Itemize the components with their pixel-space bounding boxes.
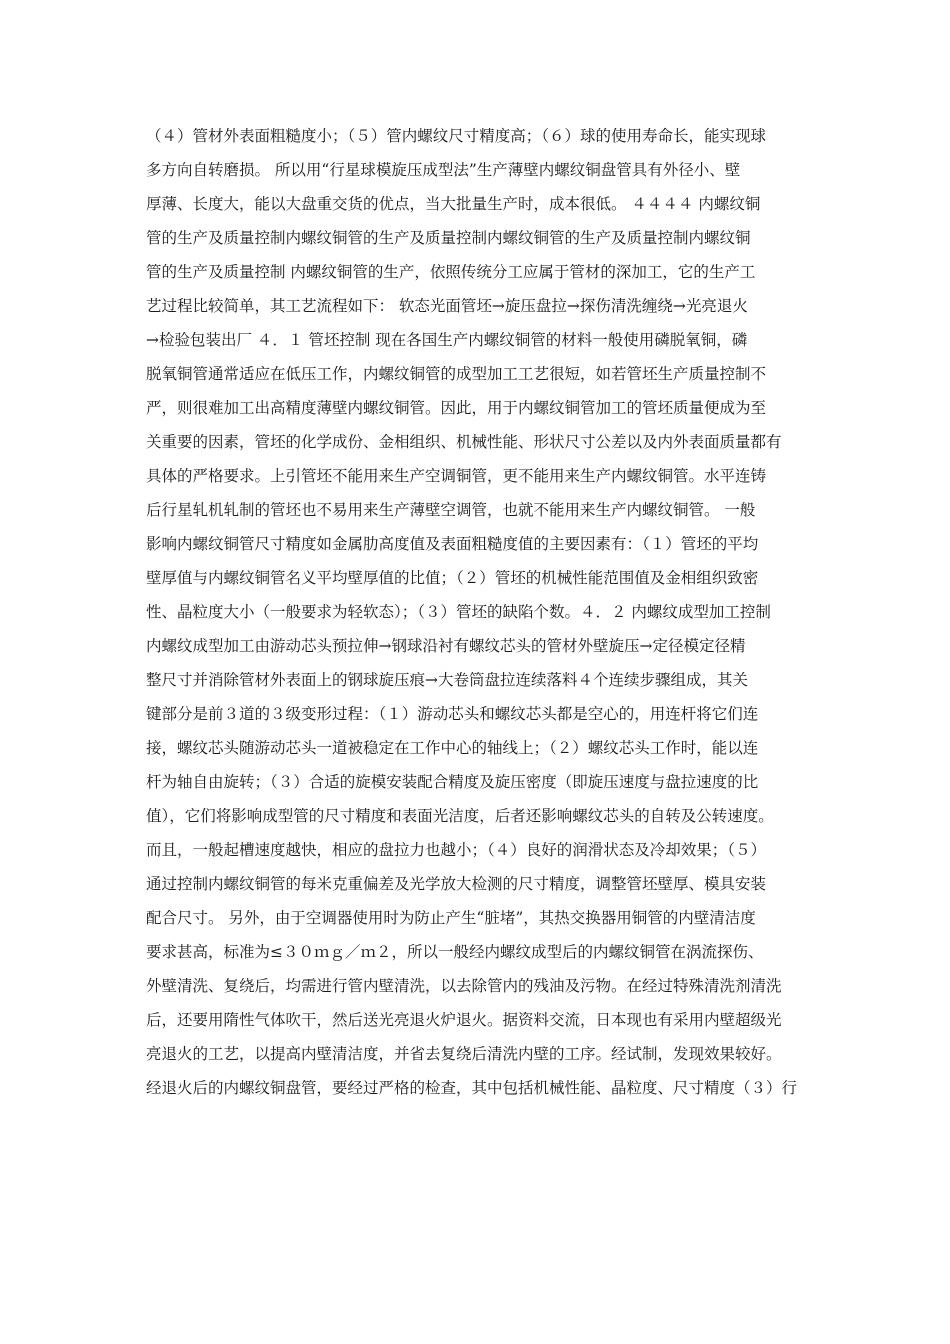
text-line: 脱氧铜管通常适应在低压工作，内螺纹铜管的成型加工工艺很短，如若管坯生产质量控制不 [146,365,767,383]
text-line: 内螺纹成型加工由游动芯头预拉伸→钢球沿衬有螺纹芯头的管材外壁旋压→定径模定径精 [146,637,746,655]
text-line: 性、晶粒度大小（一般要求为轻软态）；（３）管坯的缺陷个数。４．２ 内螺纹成型加工控制 [146,603,771,621]
text-line: 亮退火的工艺，以提高内壁清洁度，并省去复绕后清洗内壁的工序。经试制，发现效果较好。 [146,1045,782,1063]
text-line: 通过控制内螺纹铜管的每米克重偏差及光学放大检测的尺寸精度，调整管坯壁厚、模具安装 [146,875,767,893]
text-line: 配合尺寸。 另外，由于空调器使用时为防止产生“脏堵”，其热交换器用铜管的内壁清洁度 [146,909,756,927]
text-line: 后，还要用隋性气体吹干，然后送光亮退火炉退火。据资料交流，日本现也有采用内壁超级光 [146,1011,782,1029]
text-line: 管的生产及质量控制内螺纹铜管的生产及质量控制内螺纹铜管的生产及质量控制内螺纹铜 [146,229,751,247]
text-line: 多方向自转磨损。 所以用“行星球模旋压成型法”生产薄壁内螺纹铜盘管具有外径小、壁 [146,161,741,179]
text-line: 影响内螺纹铜管尺寸精度如金属肋高度值及表面粗糙度值的主要因素有：（１）管坯的平均 [146,535,759,553]
text-line: 键部分是前３道的３级变形过程：（１）游动芯头和螺纹芯头都是空心的，用连杆将它们连 [146,705,759,723]
text-line: 管的生产及质量控制 内螺纹铜管的生产，依照传统分工应属于管材的深加工，它的生产工 [146,263,756,281]
text-line: （４）管材外表面粗糙度小；（５）管内螺纹尺寸精度高；（６）球的使用寿命长，能实现球 [146,127,767,145]
text-line: 经退火后的内螺纹铜盘管，要经过严格的检查，其中包括机械性能、晶粒度、尺寸精度（３）行 [146,1079,798,1097]
text-line: 关重要的因素，管坯的化学成份、金相组织、机械性能、形状尺寸公差以及内外表面质量都有 [146,433,782,451]
text-line: 值），它们将影响成型管的尺寸精度和表面光洁度，后者还影响螺纹芯头的自转及公转速度。 [146,807,774,825]
text-line: 而且，一般起槽速度越快，相应的盘拉力也越小；（４）良好的润滑状态及冷却效果；（５） [146,841,767,859]
text-line: 整尺寸并消除管材外表面上的钢球旋压痕→大卷筒盘拉连续落料４个连续步骤组成，其关 [146,671,748,689]
text-line: 要求甚高，标准为≤３０ｍｇ／ｍ２，所以一般经内螺纹成型后的内螺纹铜管在涡流探伤、 [146,943,764,961]
body-text [146,119,816,1105]
text-line: 接，螺纹芯头随游动芯头一道被稳定在工作中心的轴线上；（２）螺纹芯头工作时，能以连 [146,739,759,757]
text-line: 外壁清洗、复绕后，均需进行管内壁清洗，以去除管内的残油及污物。在经过特殊清洗剂清洗 [146,977,782,995]
text-line: →检验包装出厂 ４．１ 管坯控制 现在各国生产内螺纹铜管的材料一般使用磷脱氧铜，磷 [146,331,748,349]
text-line: 严，则很难加工出高精度薄壁内螺纹铜管。因此，用于内螺纹铜管加工的管坯质量便成为至 [146,399,767,417]
text-line: 艺过程比较简单，其工艺流程如下： 软态光面管坯→旋压盘拉→探伤清洗缠绕→光亮退火 [146,297,748,315]
text-line: 壁厚值与内螺纹铜管名义平均壁厚值的比值；（２）管坯的机械性能范围值及金相组织致密 [146,569,759,587]
text-line: 杆为轴自由旋转；（３）合适的旋模安装配合精度及旋压密度（即旋压速度与盘拉速度的比 [146,773,759,791]
text-line: 具体的严格要求。上引管坯不能用来生产空调铜管，更不能用来生产内螺纹铜管。水平连铸 [146,467,767,485]
text-line: 厚薄、长度大，能以大盘重交货的优点，当大批量生产时，成本很低。 ４４４４ 内螺纹铜 [146,195,761,213]
text-line: 后行星轧机轧制的管坯也不易用来生产薄壁空调管，也就不能用来生产内螺纹铜管。 一般 [146,501,756,519]
